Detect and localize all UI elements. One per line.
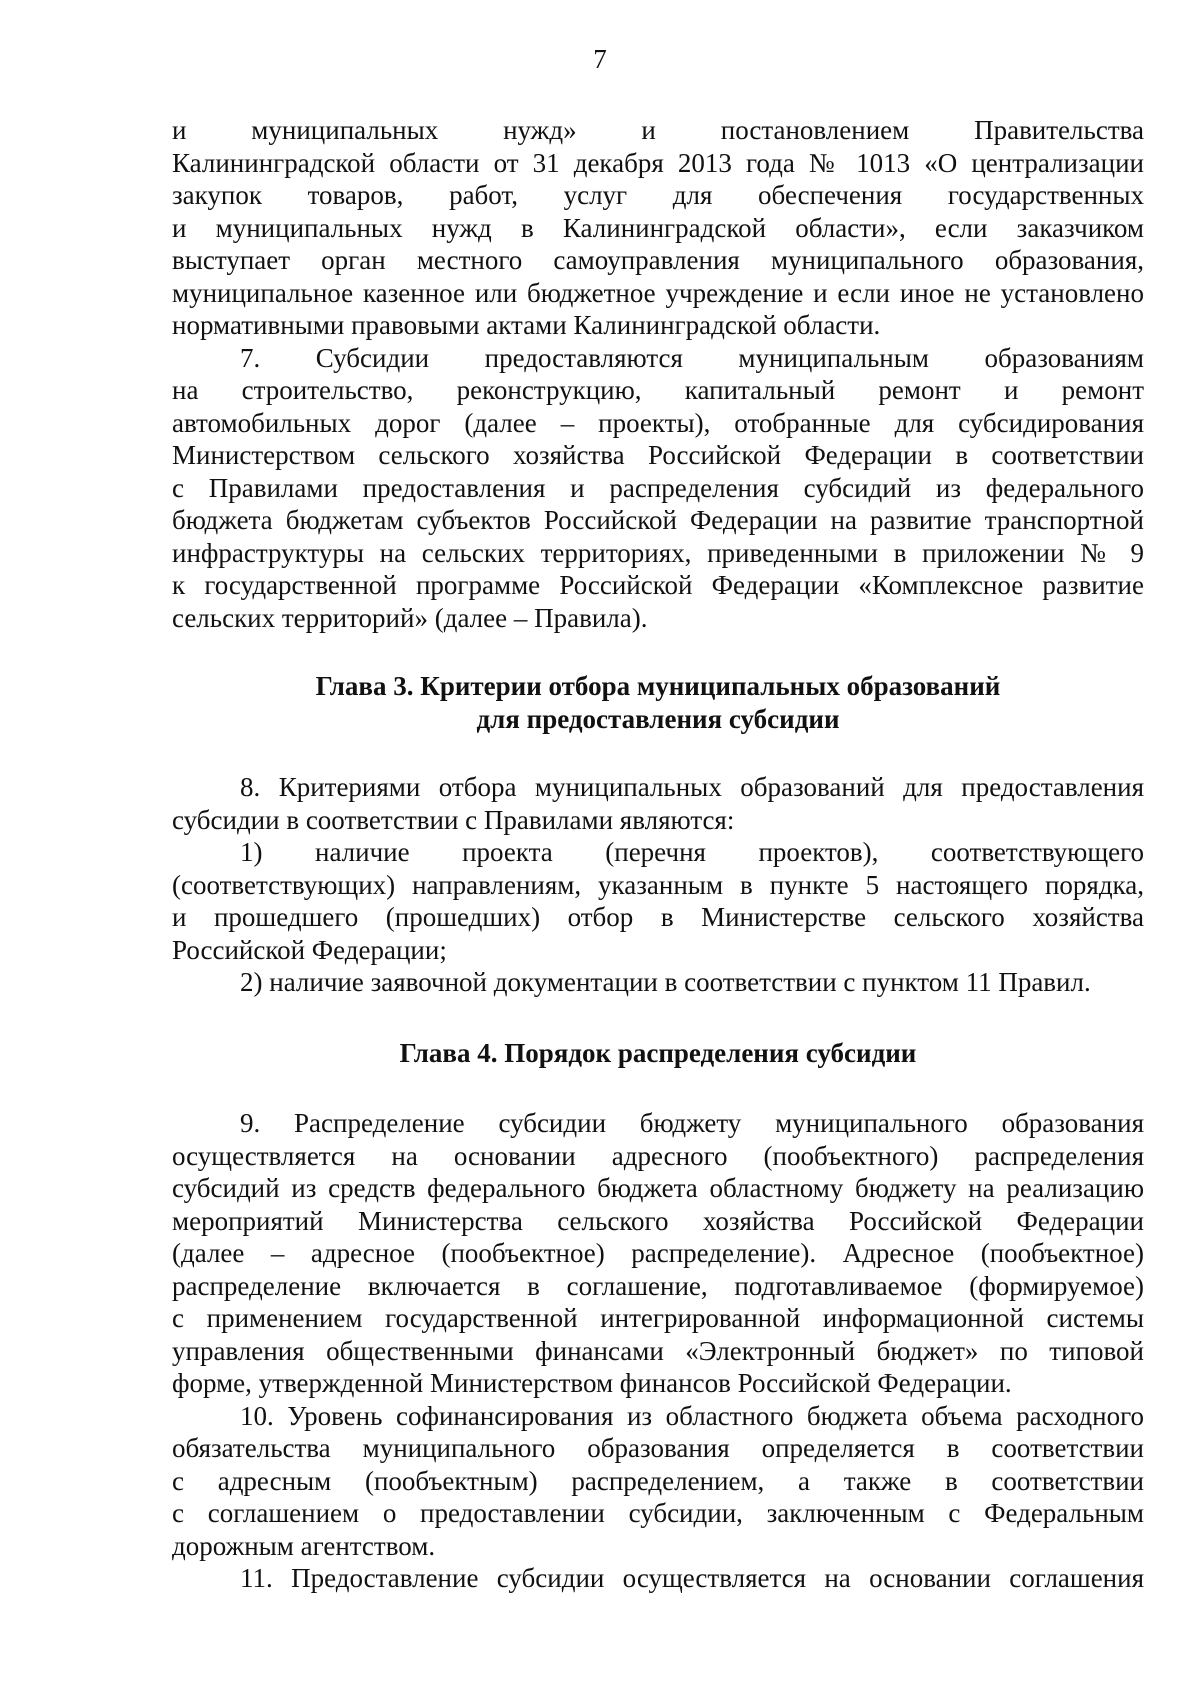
document-body <box>172 114 1144 1595</box>
text-line: с Правилами предоставления и распределения субсидий из федерального <box>172 472 1144 503</box>
paragraph-continuation <box>172 114 1144 342</box>
text-line: 10. Уровень софинансирования из областного бюджета объема расходного <box>240 1400 1144 1431</box>
text-line: с адресным (пообъектным) распределением, а также в соответствии <box>172 1465 1144 1496</box>
chapter-3-heading <box>172 670 1144 735</box>
paragraph-7 <box>172 342 1144 635</box>
text-line: обязательства муниципального образования определяется в соответствии <box>172 1433 1144 1463</box>
paragraph-8 <box>172 771 1144 836</box>
text-line: инфраструктуры на сельских территориях, приведенными в приложении № 9 <box>172 537 1144 568</box>
text-line: субсидии в соответствии с Правилами являются: <box>172 804 735 835</box>
text-line: выступает орган местного самоуправления муниципального образования, <box>172 245 1144 275</box>
text-line: форме, утвержденной Министерством финансов Российской Федерации. <box>172 1368 1012 1398</box>
text-line: 8. Критериями отбора муниципальных образований для предоставления <box>240 772 1144 802</box>
text-line: Министерством сельского хозяйства Российской Федерации в соответствии <box>172 440 1144 470</box>
text-line: с применением государственной интегрированной информационной системы <box>172 1303 1144 1333</box>
text-line: распределение включается в соглашение, подготавливаемое (формируемое) <box>172 1270 1144 1301</box>
text-line: и муниципальных нужд в Калининградской области», если заказчиком <box>172 212 1144 243</box>
text-line: осуществляется на основании адресного (пообъектного) распределения <box>172 1140 1144 1171</box>
paragraph-8-item-2 <box>172 966 1144 999</box>
text-line: 2) наличие заявочной документации в соответствии с пунктом 11 Правил. <box>240 967 1091 997</box>
text-line: сельских территорий» (далее – Правила). <box>172 602 648 633</box>
page-number: 7 <box>593 44 607 74</box>
text-line: субсидий из средств федерального бюджета областному бюджету на реализацию <box>172 1173 1144 1203</box>
text-line: (далее – адресное (пообъектное) распределение). Адресное (пообъектное) <box>172 1238 1144 1268</box>
text-line: на строительство, реконструкцию, капитальный ремонт и ремонт <box>172 375 1144 405</box>
text-line: 7. Субсидии предоставляются муниципальным образованиям <box>240 342 1144 373</box>
text-line: 9. Распределение субсидии бюджету муниципального образования <box>240 1108 1144 1138</box>
text-line: муниципальное казенное или бюджетное учреждение и если иное не установлено <box>172 277 1144 308</box>
text-line: дорожным агентством. <box>172 1530 436 1561</box>
chapter-4-heading <box>172 1037 1144 1070</box>
text-line: управления общественными финансами «Электронный бюджет» по типовой <box>172 1335 1144 1366</box>
text-line: (соответствующих) направлениям, указанным в пункте 5 настоящего порядка, <box>172 869 1144 900</box>
paragraph-9 <box>172 1107 1144 1400</box>
heading-line: Глава 3. Критерии отбора муниципальных образований <box>315 671 1001 701</box>
text-line: автомобильных дорог (далее – проекты), отобранные для субсидирования <box>172 407 1144 438</box>
text-line: Российской Федерации; <box>172 934 447 965</box>
text-line: к государственной программе Российской Федерации «Комплексное развитие <box>172 570 1144 600</box>
heading-line: Глава 4. Порядок распределения субсидии <box>399 1037 917 1068</box>
paragraph-10 <box>172 1400 1144 1563</box>
text-line: 1) наличие проекта (перечня проектов), соответствующего <box>240 837 1144 867</box>
text-line: Калининградской области от 31 декабря 2013 года № 1013 «О централизации <box>172 147 1144 178</box>
text-line: бюджета бюджетам субъектов Российской Федерации на развитие транспортной <box>172 505 1144 535</box>
paragraph-8-item-1 <box>172 836 1144 966</box>
paragraph-11 <box>172 1562 1144 1595</box>
text-line: закупок товаров, работ, услуг для обеспечения государственных <box>172 180 1144 210</box>
text-line: с соглашением о предоставлении субсидии, заключенным с Федеральным <box>172 1498 1144 1528</box>
heading-line: для предоставления субсидии <box>476 703 840 734</box>
text-line: нормативными правовыми актами Калининградской области. <box>172 310 881 340</box>
text-line: и прошедшего (прошедших) отбор в Министерстве сельского хозяйства <box>172 902 1144 932</box>
text-line: 11. Предоставление субсидии осуществляется на основании соглашения <box>240 1563 1144 1593</box>
text-line: мероприятий Министерства сельского хозяйства Российской Федерации <box>172 1205 1144 1236</box>
text-line: и муниципальных нужд» и постановлением Правительства <box>172 115 1144 145</box>
